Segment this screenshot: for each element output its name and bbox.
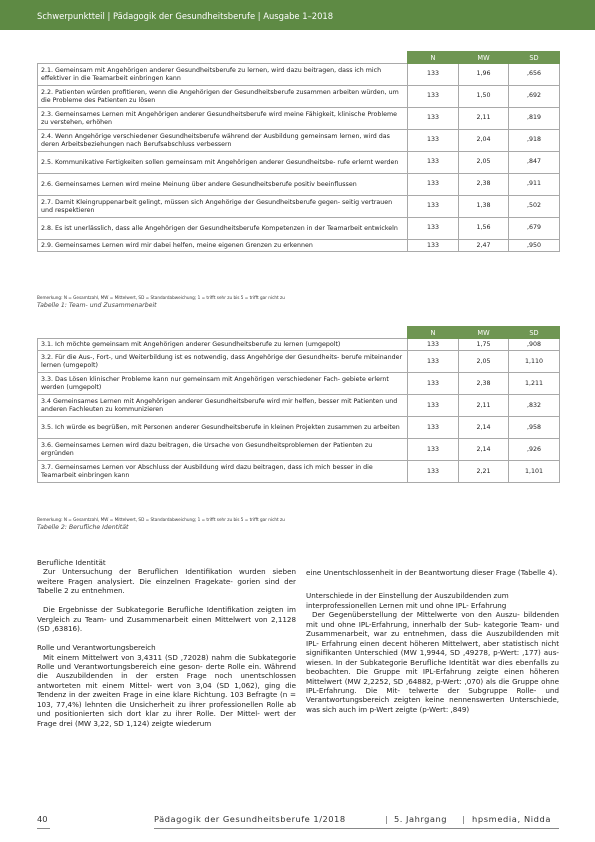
- row-mw: 2,05: [459, 152, 509, 174]
- body-column-left: [37, 558, 296, 728]
- row-statement: 2.9. Gemeinsames Lernen wird mir dabei helfen, meine eigenen Grenzen zu erkennen: [38, 240, 408, 252]
- row-mw: 1,38: [459, 196, 509, 218]
- row-statement: 3.3. Das Lösen klinischer Probleme kann nur gemeinsam mit Angehörigen verschiedener Fach- gebiete erlernt werden (umgepolt): [38, 373, 408, 395]
- row-sd: ,908: [509, 339, 560, 351]
- row-mw: 1,96: [459, 64, 509, 86]
- row-mw: 2,05: [459, 351, 509, 373]
- table-row: [38, 108, 560, 130]
- row-statement: 2.7. Damit Kleingruppenarbeit gelingt, müssen sich Angehörige der Gesundheitsberufe gegen- seitig vertrauen und respektieren: [38, 196, 408, 218]
- column-header-sd: SD: [509, 52, 560, 64]
- row-sd: ,926: [509, 439, 560, 461]
- table-row: [38, 339, 560, 351]
- row-mw: 2,38: [459, 174, 509, 196]
- row-statement: 2.4. Wenn Angehörige verschiedener Gesundheitsberufe während der Ausbildung gemeinsam lernen, wird das deren Arbeitsbeziehungen nach Berufsabschluss verbessern: [38, 130, 408, 152]
- paragraph: Zur Untersuchung der Beruflichen Identifikation wurden sieben weitere Fragen analysiert. Die einzelnen Fragekate- gorien sind der Tabelle 2 zu entnehmen.: [37, 567, 296, 596]
- table-row: [38, 373, 560, 395]
- footer-publisher: hpsmedia, Nidda: [472, 814, 552, 824]
- table-caption: Tabelle 1: Team- und Zusammenarbeit: [37, 302, 157, 309]
- row-n: 133: [408, 218, 459, 240]
- row-n: 133: [408, 130, 459, 152]
- table-header-empty: [38, 52, 408, 64]
- row-n: 133: [408, 152, 459, 174]
- table-row: [38, 64, 560, 86]
- row-sd: ,679: [509, 218, 560, 240]
- table-row: [38, 130, 560, 152]
- row-mw: 2,11: [459, 395, 509, 417]
- row-sd: ,950: [509, 240, 560, 252]
- row-n: 133: [408, 108, 459, 130]
- table-row: [38, 461, 560, 483]
- footer-volume: 5. Jahrgang: [394, 814, 447, 824]
- row-statement: 3.4 Gemeinsames Lernen mit Angehörigen anderer Gesundheitsberufe wird mir helfen, besser mit Patienten und anderen Fachleuten zu kommunizieren: [38, 395, 408, 417]
- table-row: [38, 196, 560, 218]
- paragraph: Mit einem Mittelwert von 3,4311 (SD ,72028) nahm die Subkategorie Rolle und Verantwortungsbereich eine geson- derte Rolle ein. Während die Auszubildenden in der ersten Frage noch unentschlossen antworteten mit einem Mittel- wert von 3,04 (SD 1,062), ging die Tendenz in der zweiten Frage in eine klare Richtung. 103 Befragte (n = 103, 77,4%) lehnten die Unsicherheit zu ihrer professionellen Rolle ab und positionierten sich dort klar zu ihrer Rolle. Der Mittel- wert der Frage drei (MW 3,22, SD 1,124) zeigte wiederum: [37, 652, 296, 728]
- footer-separator: |: [385, 814, 388, 824]
- row-n: 133: [408, 196, 459, 218]
- header-title: Schwerpunktteil | Pädagogik der Gesundheitsberufe | Ausgabe 1–2018: [37, 11, 334, 21]
- section-heading: Unterschiede in der Einstellung der Auszubildenden zum interprofessionellen Lernen mit und ohne IPL- Erfahrung: [306, 591, 509, 610]
- row-mw: 2,11: [459, 108, 509, 130]
- column-header-n: N: [408, 52, 459, 64]
- row-sd: ,911: [509, 174, 560, 196]
- table-row: [38, 86, 560, 108]
- row-mw: 2,14: [459, 439, 509, 461]
- row-mw: 1,50: [459, 86, 509, 108]
- row-n: 133: [408, 240, 459, 252]
- page-number: 40: [37, 814, 48, 824]
- row-sd: ,847: [509, 152, 560, 174]
- row-statement: 3.2. Für die Aus-, Fort-, und Weiterbildung ist es notwendig, dass Angehörige der Gesundheits- berufe miteinander lernen (umgepolt): [38, 351, 408, 373]
- row-mw: 2,21: [459, 461, 509, 483]
- table-header-empty: [38, 327, 408, 339]
- row-mw: 2,14: [459, 417, 509, 439]
- row-mw: 2,47: [459, 240, 509, 252]
- table-caption: Tabelle 2: Berufliche Identität: [37, 524, 129, 531]
- row-statement: 2.8. Es ist unerlässlich, dass alle Angehörigen der Gesundheitsberufe Kompetenzen in der Teamarbeit entwickeln: [38, 218, 408, 240]
- table-row: [38, 439, 560, 461]
- table-note: Bemerkung: N = Gesamtzahl, MW = Mittelwert, SD = Standardabweichung; 1 = trifft sehr zu bis 5 = trifft gar nicht zu: [37, 517, 285, 522]
- row-statement: 2.1. Gemeinsam mit Angehörigen anderer Gesundheitsberufe zu lernen, wird dazu beitragen, dass ich mich effektiver in die Teamarbeit einbringen kann: [38, 64, 408, 86]
- row-sd: ,958: [509, 417, 560, 439]
- row-sd: 1,211: [509, 373, 560, 395]
- row-statement: 2.6. Gemeinsames Lernen wird meine Meinung über andere Gesundheitsberufe positiv beeinflussen: [38, 174, 408, 196]
- row-n: 133: [408, 373, 459, 395]
- table-row: [38, 417, 560, 439]
- section-heading: Berufliche Identität: [37, 558, 106, 567]
- row-n: 133: [408, 351, 459, 373]
- table-row: [38, 218, 560, 240]
- row-n: 133: [408, 339, 459, 351]
- row-n: 133: [408, 86, 459, 108]
- footer-rule-right: [154, 828, 559, 829]
- column-header-sd: SD: [509, 327, 560, 339]
- table-row: [38, 351, 560, 373]
- table-row: [38, 395, 560, 417]
- table-row: [38, 240, 560, 252]
- column-header-mw: MW: [459, 327, 509, 339]
- row-statement: 2.3. Gemeinsames Lernen mit Angehörigen anderer Gesundheitsberufe wird meine Fähigkeit, klinische Probleme zu verstehen, erhöhen: [38, 108, 408, 130]
- row-n: 133: [408, 461, 459, 483]
- paragraph: Der Gegenüberstellung der Mittelwerte von den Auszu- bildenden mit und ohne IPL-Erfahrung, innerhalb der Sub- kategorie Team- und Zusammenarbeit, war zu entnehmen, dass die Auszubildenden mit IPL- Erfahrung einen decent höheren Mittelwert, aber statistisch nicht signifikanten Unterschied (MW 1,9944, SD ,49278, p-Wert: ,177) aus- wiesen. In der Subkategorie Berufliche Identität war dies ebenfalls zu beobachten. Die Gruppe mit IPL-Erfahrung zeigte einen höheren Mittelwert (MW 2,2252, SD ,64882, p-Wert: ,070) als die Gruppe ohne IPL-Erfahrung. Die Mit- telwerte der Subgruppe Rolle- und Verantwortungsbereich zeigten keine nennenswerten Unterschiede, was sich auch im p-Wert zeigte (p-Wert: ,849): [306, 610, 559, 714]
- row-sd: ,832: [509, 395, 560, 417]
- row-statement: 2.5. Kommunikative Fertigkeiten sollen gemeinsam mit Angehörigen anderer Gesundheitsbe- rufe erlernt werden: [38, 152, 408, 174]
- row-sd: ,656: [509, 64, 560, 86]
- row-sd: ,918: [509, 130, 560, 152]
- table-note: Bemerkung: N = Gesamtzahl, MW = Mittelwert, SD = Standardabweichung; 1 = trifft sehr zu bis 5 = trifft gar nicht zu: [37, 295, 285, 300]
- column-header-n: N: [408, 327, 459, 339]
- footer-rule-left: [37, 828, 50, 829]
- row-sd: ,819: [509, 108, 560, 130]
- row-mw: 2,04: [459, 130, 509, 152]
- paragraph: eine Unentschlossenheit in der Beantwortung dieser Frage (Tabelle 4).: [306, 568, 558, 577]
- row-mw: 2,38: [459, 373, 509, 395]
- row-mw: 1,56: [459, 218, 509, 240]
- row-statement: 3.7. Gemeinsames Lernen vor Abschluss der Ausbildung wird dazu beitragen, dass ich mich besser in die Teamarbeit einbringen kann: [38, 461, 408, 483]
- row-n: 133: [408, 174, 459, 196]
- table-professional-identity: [37, 326, 560, 483]
- row-statement: 2.2. Patienten würden profitieren, wenn die Angehörigen der Gesundheitsberufe zusammen arbeiten würden, um die Probleme des Patienten zu lösen: [38, 86, 408, 108]
- row-n: 133: [408, 417, 459, 439]
- row-sd: ,502: [509, 196, 560, 218]
- row-sd: 1,110: [509, 351, 560, 373]
- paragraph: Die Ergebnisse der Subkategorie Berufliche Identifikation zeigten im Vergleich zu Team- und Zusammenarbeit einen Mittelwert von 2,1128 (SD ,63816).: [37, 605, 296, 634]
- row-mw: 1,75: [459, 339, 509, 351]
- row-n: 133: [408, 395, 459, 417]
- row-statement: 3.5. Ich würde es begrüßen, mit Personen anderer Gesundheitsberufe in kleinen Projekten zusammen zu arbeiten: [38, 417, 408, 439]
- footer-separator: |: [462, 814, 465, 824]
- row-n: 133: [408, 439, 459, 461]
- table-row: [38, 152, 560, 174]
- row-n: 133: [408, 64, 459, 86]
- section-heading: Rolle und Verantwortungsbereich: [37, 643, 156, 653]
- row-statement: 3.1. Ich möchte gemeinsam mit Angehörigen anderer Gesundheitsberufe zu lernen (umgepolt): [38, 339, 408, 351]
- row-sd: 1,101: [509, 461, 560, 483]
- body-column-right: [306, 568, 559, 714]
- row-statement: 3.6. Gemeinsames Lernen wird dazu beitragen, die Ursache von Gesundheitsproblemen der Patienten zu ergründen: [38, 439, 408, 461]
- table-team-collaboration: [37, 51, 560, 252]
- column-header-mw: MW: [459, 52, 509, 64]
- row-sd: ,692: [509, 86, 560, 108]
- table-row: [38, 174, 560, 196]
- footer-journal: Pädagogik der Gesundheitsberufe 1/2018: [154, 814, 346, 824]
